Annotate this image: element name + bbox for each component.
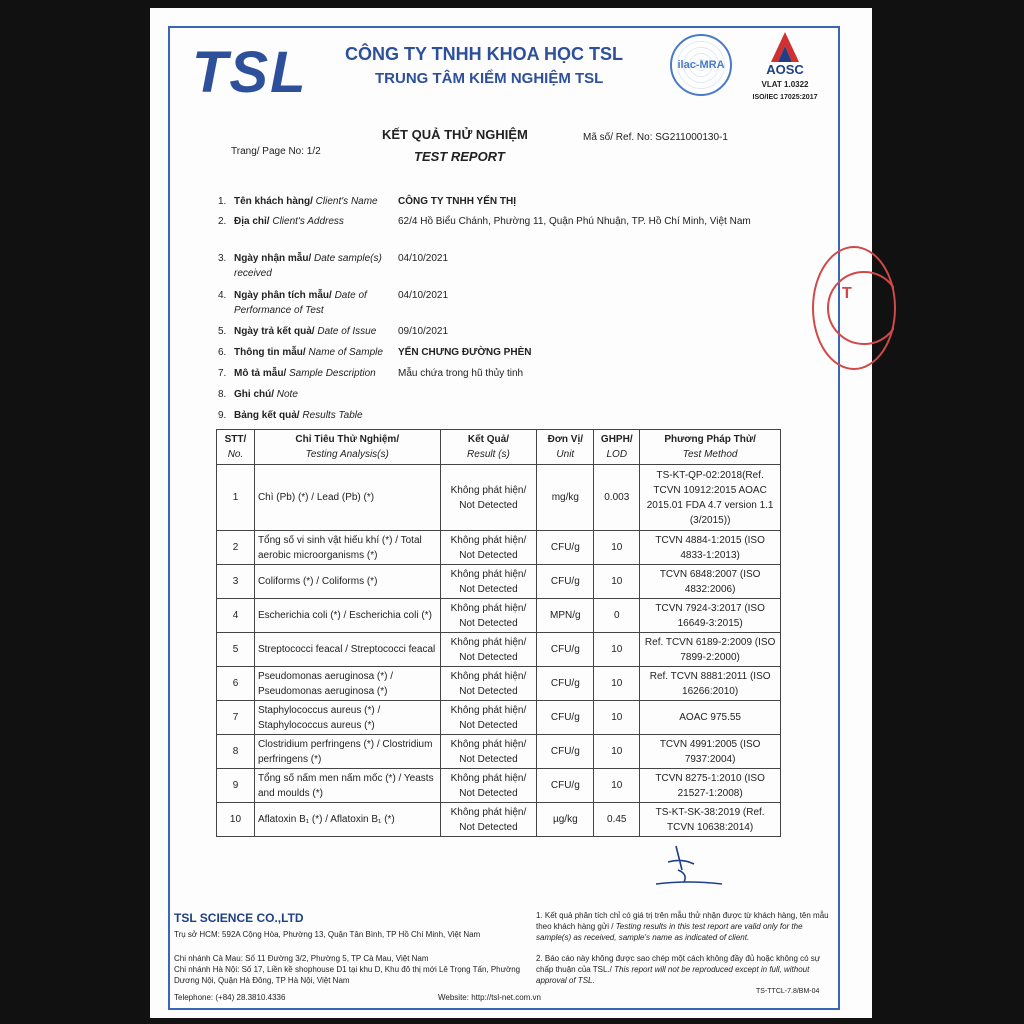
page-number: Trang/ Page No: 1/2 [231,146,321,157]
report-title-en: TEST REPORT [414,149,505,164]
row-analysis: Tổng số vi sinh vật hiếu khí (*) / Total aerobic microorganisms (*) [254,531,440,565]
stamp-seal-icon [814,248,894,368]
vlat-label: VLAT 1.0322 [761,80,809,89]
row-unit: CFU/g [537,701,594,735]
row-result: Không phát hiện/ Not Detected [440,803,537,837]
aosc-logo [745,28,825,106]
row-lod: 10 [594,769,640,803]
form-code: TS-TTCL-7.8/BM-04 [756,988,820,995]
row-analysis: Escherichia coli (*) / Escherichia coli (*) [254,599,440,633]
svg-text:T: T [842,285,852,302]
client-address: 62/4 Hồ Biểu Chánh, Phường 11, Quận Phú Nhuận, TP. Hồ Chí Minh, Việt Nam [398,216,751,227]
row-lod: 0.003 [594,465,640,531]
footer-website[interactable]: Website: http://tsl-net.com.vn [438,993,542,1002]
row-result: Không phát hiện/ Not Detected [440,701,537,735]
row-lod: 10 [594,735,640,769]
row-no: 10 [217,803,255,837]
ilac-mra-logo: ilac-MRA [670,34,732,96]
ref-number: Mã số/ Ref. No: SG211000130-1 [583,132,728,143]
row-no: 1 [217,465,255,531]
row-analysis: Coliforms (*) / Coliforms (*) [254,565,440,599]
row-no: 5 [217,633,255,667]
row-no: 7 [217,701,255,735]
footer-telephone: Telephone: (+84) 28.3810.4336 [174,993,286,1002]
header-no: STT/ No. [217,430,255,465]
row-method: Ref. TCVN 6189-2:2009 (ISO 7899-2:2000) [640,633,781,667]
date-received: 04/10/2021 [398,253,449,264]
table-row [217,633,781,667]
footer-company: TSL SCIENCE CO.,LTD [174,911,304,925]
header-unit: Đơn Vị/ Unit [537,430,594,465]
report-title-vn: KẾT QUẢ THỬ NGHIỆM [382,127,528,142]
row-no: 8 [217,735,255,769]
header-analysis: Chỉ Tiêu Thử Nghiệm/ Testing Analysis(s) [254,430,440,465]
table-row [217,701,781,735]
row-result: Không phát hiện/ Not Detected [440,599,537,633]
row-unit: CFU/g [537,769,594,803]
iso-label: ISO/IEC 17025:2017 [752,94,818,101]
table-row [217,769,781,803]
row-method: Ref. TCVN 8881:2011 (ISO 16266:2010) [640,667,781,701]
row-result: Không phát hiện/ Not Detected [440,667,537,701]
row-no: 2 [217,531,255,565]
row-method: TS-KT-SK-38:2019 (Ref. TCVN 10638:2014) [640,803,781,837]
footer-note-1: 1. Kết quả phân tích chỉ có giá trị trên mẫu thử nhận được từ khách hàng, tên mẫu theo khách hàng gửi / Testing results in this test report are valid only for the sample(s) as received, sample's name as indicated of client. [536,911,829,942]
sample-name: YẾN CHƯNG ĐƯỜNG PHÈN [398,347,532,358]
table-row [217,667,781,701]
tsl-logo: TSL [192,40,308,105]
company-name: CÔNG TY TNHH KHOA HỌC TSL [345,44,623,64]
row-lod: 10 [594,565,640,599]
row-method: TCVN 6848:2007 (ISO 4832:2006) [640,565,781,599]
row-analysis: Chì (Pb) (*) / Lead (Pb) (*) [254,465,440,531]
row-analysis: Tổng số nấm men nấm mốc (*) / Yeasts and moulds (*) [254,769,440,803]
row-unit: MPN/g [537,599,594,633]
row-no: 3 [217,565,255,599]
date-test: 04/10/2021 [398,290,449,301]
header-method: Phương Pháp Thử/ Test Method [640,430,781,465]
row-result: Không phát hiện/ Not Detected [440,769,537,803]
row-method: TCVN 4991:2005 (ISO 7937:2004) [640,735,781,769]
row-method: TCVN 4884-1:2015 (ISO 4833-1:2013) [640,531,781,565]
row-lod: 0.45 [594,803,640,837]
center-name: TRUNG TÂM KIỂM NGHIỆM TSL [375,70,604,87]
table-row [217,465,781,531]
row-result: Không phát hiện/ Not Detected [440,735,537,769]
row-unit: CFU/g [537,633,594,667]
row-lod: 10 [594,701,640,735]
row-analysis: Streptococci feacal / Streptococci feacal [254,633,440,667]
table-row [217,531,781,565]
aosc-a-icon [745,28,825,64]
footer-hanoi: Chi nhánh Hà Nội: Số 17, Liền kề shophouse D1 tại khu D, Khu đô thị mới Lê Trọng Tấn, Phường Dương Nội, Quận Hà Đông, TP Hà Nội, Việt Nam [174,965,521,985]
row-method: TCVN 7924-3:2017 (ISO 16649-3:2015) [640,599,781,633]
row-unit: CFU/g [537,667,594,701]
row-result: Không phát hiện/ Not Detected [440,633,537,667]
client-name: CÔNG TY TNHH YẾN THỊ [398,196,516,207]
row-analysis: Staphylococcus aureus (*) / Staphylococcus aureus (*) [254,701,440,735]
row-no: 9 [217,769,255,803]
row-analysis: Pseudomonas aeruginosa (*) / Pseudomonas aeruginosa (*) [254,667,440,701]
row-no: 4 [217,599,255,633]
date-issue: 09/10/2021 [398,326,449,337]
table-row [217,735,781,769]
sample-description: Mẫu chứa trong hũ thủy tinh [398,368,524,379]
results-table [216,429,781,837]
row-no: 6 [217,667,255,701]
row-method: TS-KT-QP-02:2018(Ref. TCVN 10912:2015 AOAC 2015.01 FDA 4.7 version 1.1 (3/2015)) [640,465,781,531]
signature [648,840,728,890]
row-lod: 0 [594,599,640,633]
row-unit: mg/kg [537,465,594,531]
row-result: Không phát hiện/ Not Detected [440,565,537,599]
row-method: TCVN 8275-1:2010 (ISO 21527-1:2008) [640,769,781,803]
footer-note-2: 2. Báo cáo này không được sao chép một cách không đầy đủ hoặc không có sự chấp thuận của TSL./ This report will not be reproduced except in full, without approval of TSL. [536,954,821,985]
row-unit: CFU/g [537,565,594,599]
table-row [217,803,781,837]
row-lod: 10 [594,531,640,565]
footer-hcm: Trụ sở HCM: 592A Cộng Hòa, Phường 13, Quận Tân Bình, TP Hồ Chí Minh, Việt Nam [174,930,481,939]
table-header-row [217,430,781,465]
row-unit: CFU/g [537,735,594,769]
header-lod: GHPH/ LOD [594,430,640,465]
table-row [217,565,781,599]
row-unit: µg/kg [537,803,594,837]
row-result: Không phát hiện/ Not Detected [440,465,537,531]
footer-camau: Chi nhánh Cà Mau: Số 11 Đường 3/2, Phường 5, TP Cà Mau, Việt Nam [174,954,429,963]
row-analysis: Clostridium perfringens (*) / Clostridium perfringens (*) [254,735,440,769]
table-row [217,599,781,633]
row-method: AOAC 975.55 [640,701,781,735]
row-lod: 10 [594,667,640,701]
row-lod: 10 [594,633,640,667]
row-analysis: Aflatoxin B₁ (*) / Aflatoxin B₁ (*) [254,803,440,837]
header-result: Kết Quả/ Result (s) [440,430,537,465]
row-unit: CFU/g [537,531,594,565]
company-stamp [812,246,896,370]
row-result: Không phát hiện/ Not Detected [440,531,537,565]
aosc-label: AOSC [766,62,804,77]
